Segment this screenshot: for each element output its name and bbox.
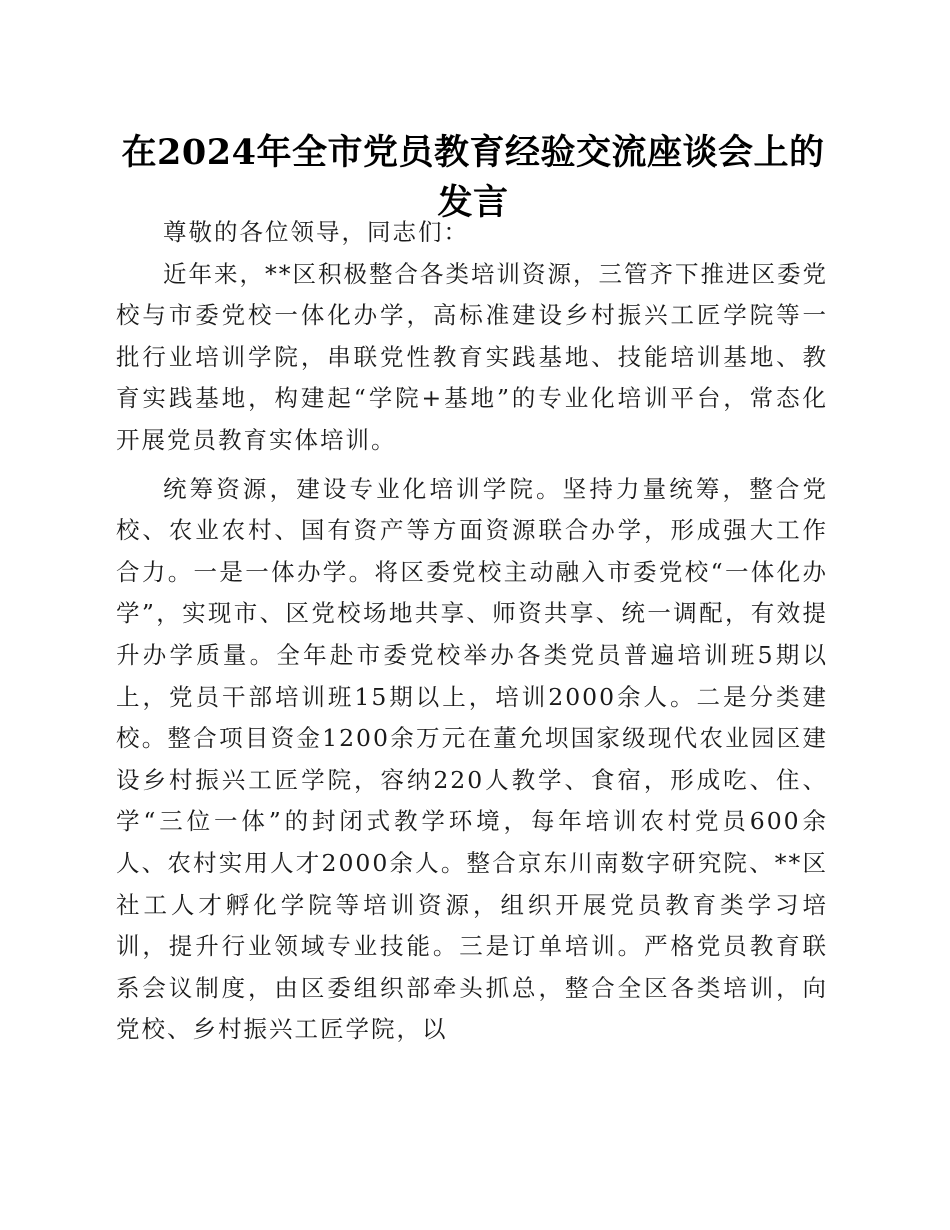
document-body (116, 212, 828, 1051)
resource-paragraph: 统筹资源，建设专业化培训学院。坚持力量统筹，整合党校、农业农村、国有资产等方面资源联合办学，形成强大工作合力。一是一体办学。将区委党校主动融入市委党校“一体化办学”，实现市、区党校场地共享、师资共享、统一调配，有效提升办学质量。全年赴市委党校举办各类党员普遍培训班5期以上，党员干部培训班15期以上，培训2000余人。二是分类建校。整合项目资金1200余万元在董允坝国家级现代农业园区建设乡村振兴工匠学院，容纳220人教学、食宿，形成吃、住、学“三位一体”的封闭式教学环境，每年培训农村党员600余人、农村实用人才2000余人。整合京东川南数字研究院、**区社工人才孵化学院等培训资源，组织开展党员教育类学习培训，提升行业领域专业技能。三是订单培训。严格党员教育联系会议制度，由区委组织部牵头抓总，整合全区各类培训，向党校、乡村振兴工匠学院，以 (116, 474, 828, 1044)
intro-paragraph: 近年来，**区积极整合各类培训资源，三管齐下推进区委党校与市委党校一体化办学，高标准建设乡村振兴工匠学院等一批行业培训学院，串联党性教育实践基地、技能培训基地、教育实践基地，构建起“学院+基地”的专业化培训平台，常态化开展党员教育实体培训。 (116, 259, 828, 454)
salutation-paragraph: 尊敬的各位领导，同志们： (163, 218, 469, 246)
document-title: 在2024年全市党员教育经验交流座谈会上的发言 (121, 132, 825, 223)
